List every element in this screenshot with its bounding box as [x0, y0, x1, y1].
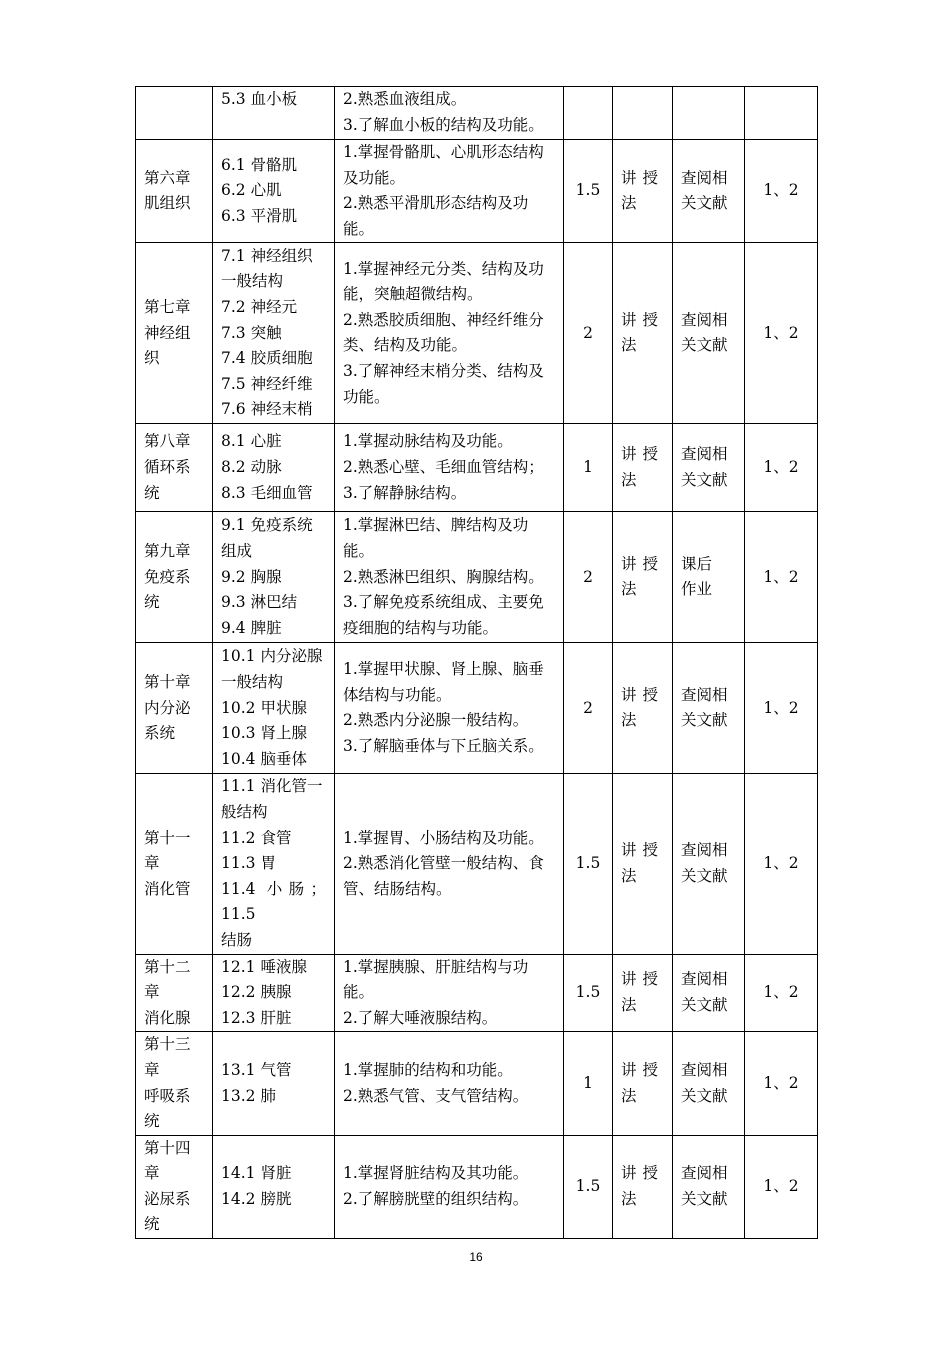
sections-cell [213, 87, 335, 140]
cell-line: 法 [621, 866, 643, 885]
cell-line: 查阅相 [681, 168, 728, 187]
cell-line: 统 [144, 1215, 160, 1234]
cell-line: 关文献 [681, 470, 728, 489]
cell-line: 13.1 气管 [221, 1060, 292, 1079]
hours-cell: 1 [564, 424, 613, 512]
method-cell [613, 140, 673, 243]
requirements-cell [335, 512, 564, 643]
cell-line: 类、结构及功能。 [343, 336, 468, 355]
objective-cell: 1、2 [745, 243, 818, 424]
cell-line: 神经组 [144, 323, 191, 342]
cell-line: 法 [621, 1086, 643, 1105]
cell-line: 统 [144, 483, 160, 502]
hours-cell: 1 [564, 1032, 613, 1135]
cell-line: 作业 [681, 580, 713, 599]
cell-line: 第十二 [144, 957, 191, 976]
assessment-cell [673, 243, 745, 424]
chapter-cell [136, 424, 213, 512]
cell-line: 第七章 [144, 297, 191, 316]
cell-line: 讲授 [621, 1060, 665, 1079]
chapter-cell [136, 643, 213, 774]
cell-line: 9.4 脾脏 [221, 618, 282, 637]
assessment-cell [673, 512, 745, 643]
cell-line: 讲授 [621, 970, 665, 989]
cell-line: 章 [144, 854, 160, 873]
cell-line: 讲授 [621, 445, 665, 464]
cell-line: 关文献 [681, 995, 728, 1014]
sections-cell [213, 140, 335, 243]
cell-line: 1.掌握骨骼肌、心肌形态结构 [343, 143, 544, 161]
cell-line: 1.掌握淋巴结、脾结构及功 [343, 516, 529, 535]
requirements-cell [335, 243, 564, 424]
chapter-cell [136, 954, 213, 1032]
assessment-cell [673, 1032, 745, 1135]
cell-line: 消化管 [144, 879, 191, 898]
cell-line: 8.3 毛细血管 [221, 483, 313, 502]
cell-line: 关文献 [681, 866, 728, 885]
cell-line: 8.1 心脏 [221, 432, 282, 451]
requirements-cell [335, 424, 564, 512]
cell-line: 第九章 [144, 541, 191, 560]
table-row [136, 954, 818, 1032]
method-cell [613, 643, 673, 774]
objective-cell: 1、2 [745, 643, 818, 774]
table-row [136, 774, 818, 954]
chapter-cell [136, 1135, 213, 1238]
chapter-cell [136, 512, 213, 643]
assessment-cell [673, 774, 745, 954]
cell-line: 讲授 [621, 168, 665, 187]
cell-line: 11.3 胃 [221, 854, 276, 873]
sections-cell [213, 774, 335, 954]
cell-line: 2.熟悉消化管壁一般结构、食 [343, 854, 544, 873]
assessment-cell [673, 643, 745, 774]
cell-line: 一般结构 [221, 272, 284, 291]
cell-line: 系统 [144, 724, 176, 743]
syllabus-table [135, 86, 818, 1239]
cell-line: 一般结构 [221, 672, 284, 691]
cell-line: 结肠 [221, 930, 253, 949]
cell-line: 2.熟悉气管、支气管结构。 [343, 1086, 529, 1105]
assessment-cell [673, 87, 745, 140]
cell-line: 呼吸系 [144, 1086, 191, 1105]
objective-cell: 1、2 [745, 1135, 818, 1238]
cell-line: 7.3 突触 [221, 323, 282, 342]
page-number: 16 [469, 1250, 483, 1264]
hours-cell: 1.5 [564, 1135, 613, 1238]
method-cell [613, 424, 673, 512]
cell-line: 查阅相 [681, 970, 728, 989]
cell-line: 免疫系 [144, 567, 191, 586]
cell-line: 2.了解膀胱壁的组织结构。 [343, 1189, 529, 1208]
table-row [136, 1135, 818, 1238]
chapter-cell [136, 87, 213, 140]
hours-cell: 1.5 [564, 954, 613, 1032]
cell-line: 3.了解血小板的结构及功能。 [343, 116, 544, 134]
cell-line: 1.掌握肾脏结构及其功能。 [343, 1164, 529, 1183]
cell-line: 般结构 [221, 802, 268, 821]
table-row [136, 87, 818, 140]
cell-line: 第十章 [144, 672, 191, 691]
cell-line: 12.1 唾液腺 [221, 957, 307, 976]
chapter-cell [136, 140, 213, 243]
cell-line: 14.2 膀胱 [221, 1189, 292, 1208]
cell-line: 12.2 胰腺 [221, 983, 292, 1002]
cell-line: 法 [621, 194, 643, 213]
requirements-cell [335, 1032, 564, 1135]
cell-line: 讲授 [621, 841, 665, 860]
cell-line: 1.掌握神经元分类、结构及功 [343, 259, 544, 278]
cell-line: 关文献 [681, 711, 728, 730]
cell-line: 13.2 肺 [221, 1086, 276, 1105]
cell-line: 1.掌握胃、小肠结构及功能。 [343, 828, 544, 847]
cell-line: 关文献 [681, 194, 728, 213]
objective-cell: 1、2 [745, 954, 818, 1032]
cell-line: 消化腺 [144, 1008, 191, 1027]
table-row [136, 424, 818, 512]
cell-line: 2.熟悉心壁、毛细血管结构； [343, 458, 544, 477]
hours-cell: 1.5 [564, 140, 613, 243]
cell-line: 2.熟悉平滑肌形态结构及功 [343, 194, 529, 213]
sections-cell [213, 1135, 335, 1238]
sections-cell [213, 954, 335, 1032]
requirements-cell [335, 643, 564, 774]
table-row [136, 1032, 818, 1135]
cell-line: 10.3 肾上腺 [221, 724, 307, 743]
chapter-cell [136, 774, 213, 954]
cell-line: 讲授 [621, 685, 665, 704]
table-row [136, 243, 818, 424]
cell-line: 11.1 消化管一 [221, 777, 323, 796]
cell-line: 14.1 肾脏 [221, 1164, 292, 1183]
cell-line: 法 [621, 580, 643, 599]
cell-line: 能，突触超微结构。 [343, 285, 483, 304]
requirements-cell [335, 1135, 564, 1238]
assessment-cell [673, 954, 745, 1032]
cell-line: 内分泌 [144, 698, 191, 717]
cell-line: 6.2 心肌 [221, 181, 282, 200]
hours-cell: 2 [564, 512, 613, 643]
cell-line: 第十三 [144, 1035, 191, 1054]
sections-cell [213, 424, 335, 512]
method-cell [613, 87, 673, 140]
cell-line: 7.6 神经末梢 [221, 400, 313, 419]
chapter-cell [136, 243, 213, 424]
cell-line: 及功能。 [343, 168, 406, 187]
cell-line: 11.2 食管 [221, 828, 292, 847]
cell-line: 能。 [343, 983, 375, 1002]
cell-line: 7.2 神经元 [221, 297, 298, 316]
cell-line: 5.3 血小板 [221, 90, 298, 109]
syllabus-table-body [136, 87, 818, 1239]
cell-line: 查阅相 [681, 685, 728, 704]
cell-line: 3.了解静脉结构。 [343, 483, 467, 502]
objective-cell: 1、2 [745, 774, 818, 954]
cell-line: 课后 [681, 554, 713, 573]
cell-line: 统 [144, 1112, 160, 1131]
cell-line: 7.1 神经组织 [221, 246, 313, 265]
cell-line: 关文献 [681, 336, 728, 355]
cell-line: 1.掌握动脉结构及功能。 [343, 432, 513, 451]
cell-line: 章 [144, 983, 160, 1002]
cell-line: 1.掌握胰腺、肝脏结构与功 [343, 957, 529, 976]
cell-line: 讲授 [621, 1164, 665, 1183]
method-cell [613, 512, 673, 643]
cell-line: 9.3 淋巴结 [221, 593, 298, 612]
cell-line: 查阅相 [681, 310, 728, 329]
cell-line: 3.了解免疫系统组成、主要免 [343, 593, 544, 612]
cell-line: 组成 [221, 541, 253, 560]
hours-cell: 2 [564, 643, 613, 774]
objective-cell [745, 87, 818, 140]
cell-line: 法 [621, 995, 643, 1014]
hours-cell [564, 87, 613, 140]
cell-line: 10.4 脑垂体 [221, 749, 307, 768]
cell-line: 法 [621, 711, 643, 730]
cell-line: 7.5 神经纤维 [221, 374, 313, 393]
cell-line: 疫细胞的结构与功能。 [343, 618, 499, 637]
cell-line: 9.2 胸腺 [221, 567, 282, 586]
method-cell [613, 774, 673, 954]
assessment-cell [673, 140, 745, 243]
cell-line: 关文献 [681, 1189, 728, 1208]
cell-line: 肌组织 [144, 194, 191, 213]
chapter-cell [136, 1032, 213, 1135]
table-row [136, 140, 818, 243]
cell-line: 3.了解脑垂体与下丘脑关系。 [343, 736, 544, 755]
table-row [136, 643, 818, 774]
cell-line: 12.3 肝脏 [221, 1008, 292, 1027]
cell-line: 1.掌握甲状腺、肾上腺、脑垂 [343, 660, 544, 679]
cell-line: 章 [144, 1060, 160, 1079]
cell-line: 法 [621, 1189, 643, 1208]
cell-line: 10.1 内分泌腺 [221, 647, 323, 666]
cell-line: 第六章 [144, 168, 191, 187]
cell-line: 第十一 [144, 828, 191, 847]
cell-line: 讲授 [621, 310, 665, 329]
cell-line: 10.2 甲状腺 [221, 698, 307, 717]
cell-line: 2.熟悉血液组成。 [343, 90, 467, 109]
requirements-cell [335, 954, 564, 1032]
objective-cell: 1、2 [745, 1032, 818, 1135]
method-cell [613, 954, 673, 1032]
cell-line: 7.4 胶质细胞 [221, 349, 313, 368]
method-cell [613, 243, 673, 424]
cell-line: 统 [144, 593, 160, 612]
cell-line: 1.掌握肺的结构和功能。 [343, 1060, 513, 1079]
cell-line: 8.2 动脉 [221, 458, 282, 477]
cell-line: 9.1 免疫系统 [221, 516, 313, 535]
cell-line: 第十四 [144, 1138, 191, 1157]
cell-line: 查阅相 [681, 841, 728, 860]
cell-line: 11.4 小肠；11.5 [221, 879, 326, 924]
cell-line: 第八章 [144, 432, 191, 451]
cell-line: 2.了解大唾液腺结构。 [343, 1008, 498, 1027]
cell-line: 章 [144, 1164, 160, 1183]
sections-cell [213, 243, 335, 424]
cell-line: 查阅相 [681, 1060, 728, 1079]
hours-cell: 1.5 [564, 774, 613, 954]
cell-line [221, 113, 326, 139]
cell-line: 查阅相 [681, 445, 728, 464]
cell-line: 循环系 [144, 458, 191, 477]
cell-line: 法 [621, 470, 643, 489]
assessment-cell [673, 424, 745, 512]
cell-line: 讲授 [621, 554, 665, 573]
cell-line: 2.熟悉内分泌腺一般结构。 [343, 711, 529, 730]
requirements-cell [335, 774, 564, 954]
hours-cell: 2 [564, 243, 613, 424]
cell-line: 2.熟悉胶质细胞、神经纤维分 [343, 310, 544, 329]
objective-cell: 1、2 [745, 424, 818, 512]
cell-line: 体结构与功能。 [343, 685, 452, 704]
cell-line: 泌尿系 [144, 1189, 191, 1208]
cell-line: 关文献 [681, 1086, 728, 1105]
sections-cell [213, 512, 335, 643]
objective-cell: 1、2 [745, 140, 818, 243]
table-row [136, 512, 818, 643]
method-cell [613, 1135, 673, 1238]
sections-cell [213, 1032, 335, 1135]
requirements-cell [335, 140, 564, 243]
cell-line: 6.3 平滑肌 [221, 206, 298, 225]
requirements-cell [335, 87, 564, 140]
cell-line: 2.熟悉淋巴组织、胸腺结构。 [343, 567, 544, 586]
sections-cell [213, 643, 335, 774]
cell-line: 管、结肠结构。 [343, 879, 452, 898]
cell-line: 织 [144, 349, 160, 368]
cell-line: 能。 [343, 541, 375, 560]
cell-line: 能。 [343, 219, 375, 238]
cell-line: 3.了解神经末梢分类、结构及 [343, 361, 544, 380]
cell-line: 查阅相 [681, 1164, 728, 1183]
method-cell [613, 1032, 673, 1135]
objective-cell: 1、2 [745, 512, 818, 643]
cell-line: 功能。 [343, 387, 390, 406]
cell-line: 法 [621, 336, 643, 355]
assessment-cell [673, 1135, 745, 1238]
cell-line: 6.1 骨骼肌 [221, 155, 298, 174]
